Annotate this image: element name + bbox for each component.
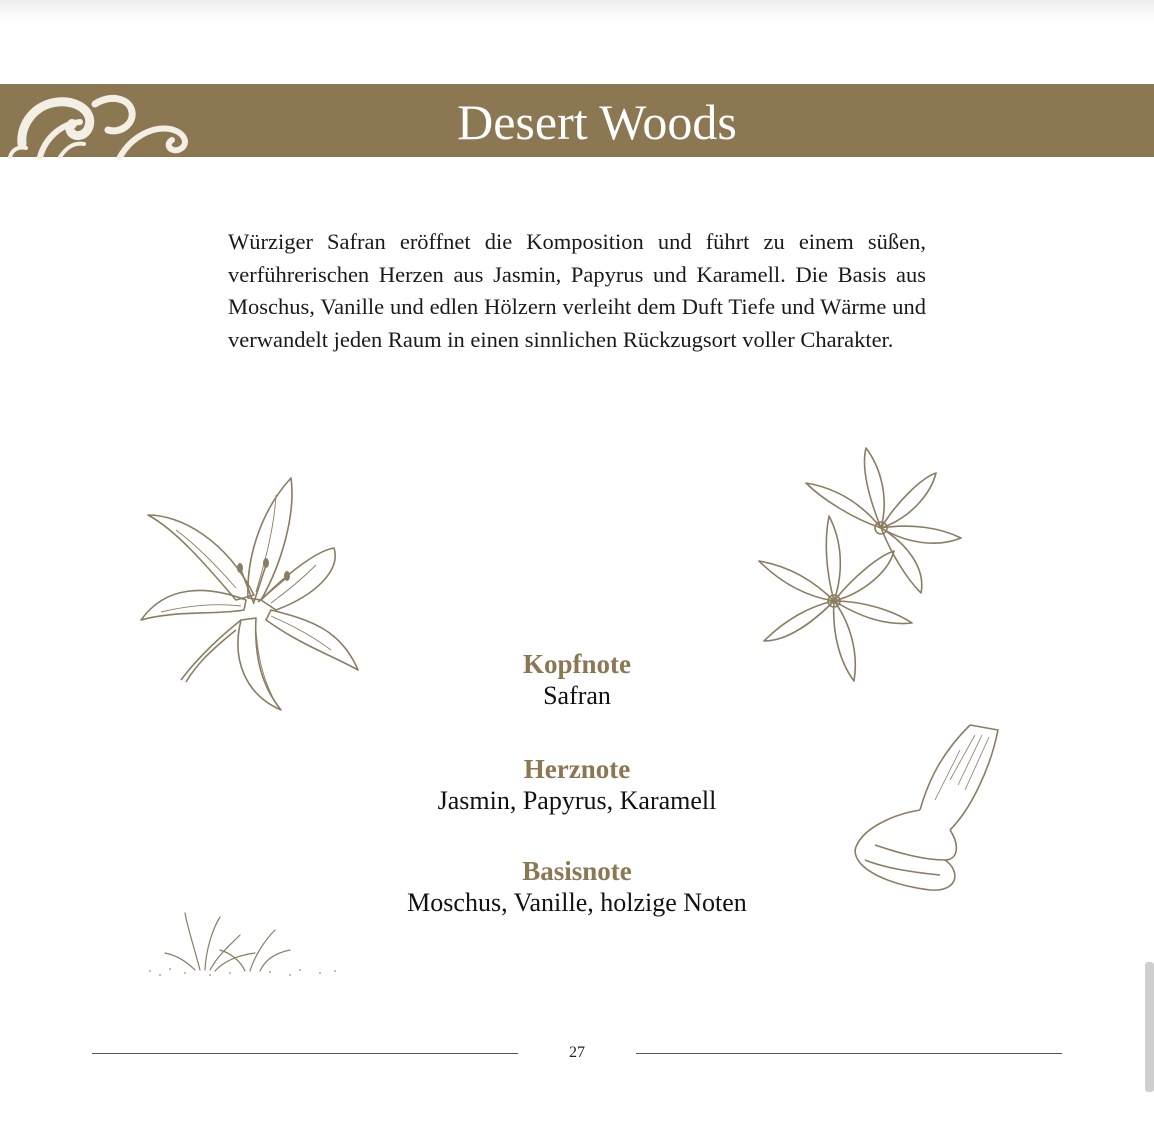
page-number: 27 — [569, 1044, 585, 1061]
note-heart-label: Herznote — [523, 754, 631, 784]
caramel-ribbon-icon — [850, 720, 1005, 895]
note-heart-value: Jasmin, Papyrus, Karamell — [437, 786, 717, 815]
note-top — [377, 648, 777, 712]
grass-tuft-icon — [140, 905, 345, 985]
fragrance-description: Würziger Safran eröffnet die Komposition und führt zu einem süßen, verführerischen Herzen aus Jasmin, Papyrus und Karamell. Die Basis aus Moschus, Vanille und edlen Hölzern verleiht dem Duft Tiefe und Wärme und verwandelt jeden Raum in einen sinnlichen Rückzugsort voller Charakter. — [228, 229, 926, 352]
scrollbar[interactable] — [1145, 962, 1154, 1092]
note-top-value: Safran — [543, 681, 611, 710]
note-top-label: Kopfnote — [523, 649, 631, 679]
jasmine-flowers-icon — [756, 443, 971, 688]
note-heart — [377, 753, 777, 817]
page-title: Desert Woods — [457, 94, 737, 150]
top-shadow — [0, 0, 1154, 22]
footer-divider-left — [92, 1053, 518, 1054]
ornament-icon — [0, 84, 200, 164]
footer-divider-right — [636, 1053, 1062, 1054]
note-base — [377, 855, 777, 919]
note-base-label: Basisnote — [522, 856, 632, 886]
lily-flower-icon — [136, 470, 366, 715]
note-base-value: Moschus, Vanille, holzige Noten — [407, 888, 747, 917]
